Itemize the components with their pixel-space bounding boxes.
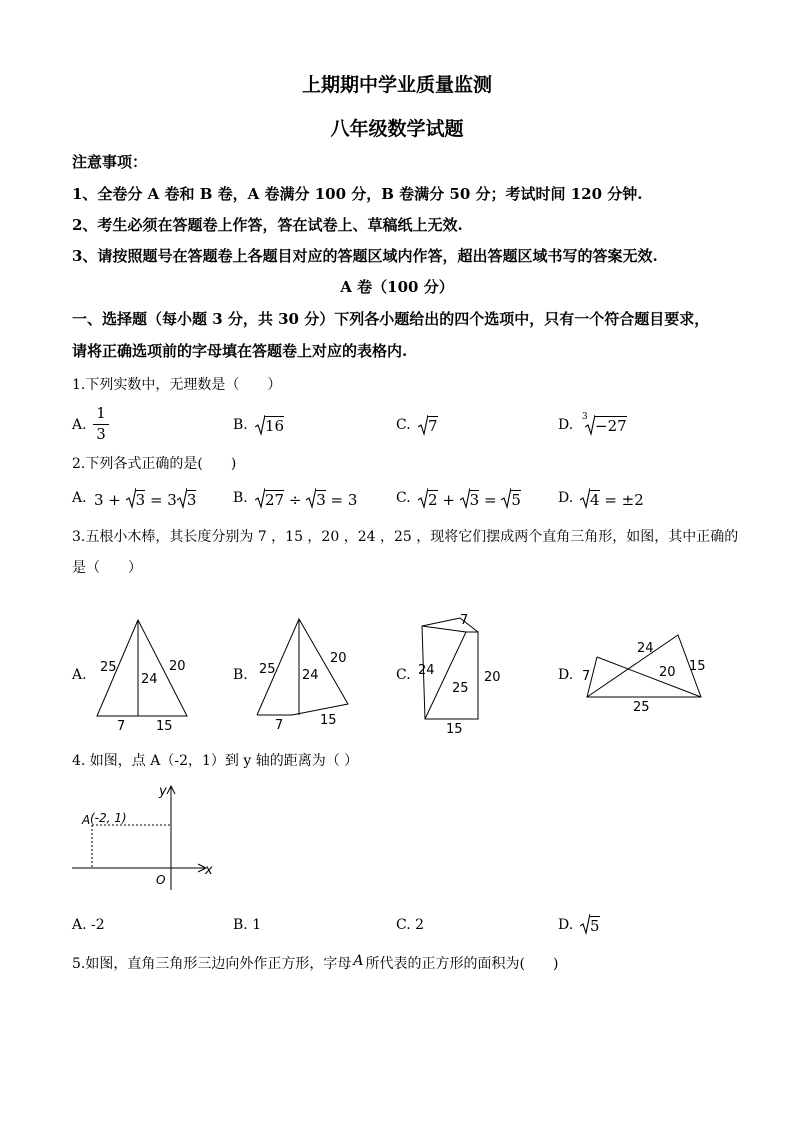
radicand: 2 — [428, 491, 438, 509]
sqrt-symbol — [306, 487, 316, 509]
question-3-stem-line1: 3.五根小木棒，其长度分别为 7 ，15 ，20 ，24 ，25 ，现将它们摆成两个直角三角形，如图，其中正确的 — [72, 529, 739, 545]
section-a-title: A 卷（100 分） — [340, 278, 454, 296]
fig-b-label-bottom-left: 7 — [275, 718, 284, 733]
fig-c-label-right: 20 — [484, 670, 501, 685]
fig-d-label-mid: 20 — [659, 665, 676, 680]
sqrt-symbol — [460, 487, 470, 509]
question-2-option-c-expression — [418, 487, 521, 509]
question-2-option-d-expression — [580, 487, 644, 509]
expr-text: = ±2 — [599, 491, 644, 509]
radicand: 5 — [511, 491, 521, 509]
question-4-option-a: A. -2 — [72, 917, 105, 933]
fig-a-label-bottom-left: 7 — [117, 719, 126, 734]
fig-b-label-left: 25 — [259, 662, 276, 677]
sqrt-symbol — [126, 487, 136, 509]
radicand: 5 — [590, 917, 600, 935]
radicand: 3 — [186, 491, 197, 509]
x-axis-label: x — [205, 863, 213, 878]
notice-item-1: 1、全卷分 A 卷和 B 卷，A 卷满分 100 分，B 卷满分 50 分；考试时间 120 分钟. — [72, 185, 643, 203]
expr-text: 3 + — [94, 491, 126, 509]
expr-text: = 3 — [325, 491, 358, 509]
question-4-option-d-expression — [580, 913, 600, 935]
question-4-stem: 4. 如图，点 A（-2，1）到 y 轴的距离为（ ） — [72, 753, 359, 769]
radicand: 3 — [316, 491, 326, 509]
sqrt-symbol — [418, 487, 428, 509]
page-title: 上期期中学业质量监测 — [301, 74, 492, 96]
part1-instruction-line1: 一、选择题（每小题 3 分，共 30 分）下列各小题给出的四个选项中，只有一个符合题目要求， — [72, 310, 710, 328]
sqrt-symbol — [580, 913, 590, 935]
question-3-option-d-label: D. — [558, 667, 574, 683]
cube-root-index: 3 — [582, 412, 588, 422]
sqrt-symbol — [501, 487, 511, 509]
notice-heading: 注意事项： — [72, 153, 148, 171]
fig-c-label-bottom: 15 — [446, 722, 463, 737]
question-1-option-a-numerator: 1 — [96, 404, 106, 422]
question-2-option-b-expression — [255, 487, 357, 509]
question-2-option-a-expression — [94, 487, 196, 509]
question-4-option-d-label: D. — [558, 917, 574, 933]
question-3-stem-line2: 是（ ） — [72, 560, 142, 576]
point-a-label: A — [82, 813, 91, 827]
point-a-coordinate: (-2, 1) — [90, 811, 127, 825]
question-1-option-d-radicand: −27 — [595, 417, 627, 435]
question-1-option-a-denominator: 3 — [96, 425, 106, 443]
radicand: 3 — [469, 491, 480, 509]
sqrt-symbol — [585, 414, 595, 440]
question-2-option-d-label: D. — [558, 490, 574, 506]
question-3-option-a-label: A. — [72, 667, 87, 683]
fig-d-label-right: 15 — [689, 659, 706, 674]
sqrt-symbol — [177, 487, 187, 509]
fig-d-label-left: 7 — [582, 669, 591, 684]
sqrt-symbol — [418, 414, 428, 440]
question-3-option-c-label: C. — [396, 667, 411, 683]
expr-text: = 3 — [145, 491, 177, 509]
question-1-option-c-radicand: 7 — [428, 417, 438, 435]
fig-a-label-left: 25 — [100, 660, 117, 675]
part1-instruction-line2: 请将正确选项前的字母填在答题卷上对应的表格内. — [72, 342, 408, 360]
sqrt-symbol — [580, 487, 590, 509]
question-2-stem: 2.下列各式正确的是( ) — [72, 456, 237, 472]
question-1-option-b-label: B. — [233, 417, 248, 433]
figure-a-triangle — [90, 612, 200, 737]
fig-a-label-mid: 24 — [141, 672, 158, 687]
figure-c-rectangle-diagonal — [410, 612, 520, 737]
question-1-option-d-label: D. — [558, 417, 574, 433]
fig-a-label-right: 20 — [169, 659, 186, 674]
expr-text: = — [479, 491, 502, 509]
radicand: 3 — [135, 491, 146, 509]
sqrt-symbol — [255, 414, 265, 440]
question-1-option-b-radicand: 16 — [265, 417, 285, 435]
fig-d-label-bottom: 25 — [633, 700, 650, 715]
question-5-stem-text: 5.如图，直角三角形三边向外作正方形，字母 — [72, 956, 352, 972]
question-5-stem-text-end: 所代表的正方形的面积为( ) — [365, 956, 559, 972]
fig-b-label-mid: 24 — [302, 668, 319, 683]
fig-d-label-top: 24 — [637, 641, 654, 656]
question-5-stem — [72, 953, 558, 973]
question-1-option-c-label: C. — [396, 417, 411, 433]
sqrt-symbol — [255, 487, 265, 509]
question-2-option-c-label: C. — [396, 490, 411, 506]
expr-text: + — [437, 491, 460, 509]
fig-b-label-right: 20 — [330, 651, 347, 666]
origin-label: O — [156, 873, 166, 887]
fig-b-label-bottom-right: 15 — [320, 713, 337, 728]
figure-d-crossed-triangles — [575, 630, 715, 720]
question-4-option-c: C. 2 — [396, 917, 425, 933]
expr-text: ÷ — [284, 491, 307, 509]
question-1-option-a-label: A. — [72, 417, 87, 433]
fig-c-label-diagonal: 25 — [452, 681, 469, 696]
radicand: 27 — [265, 491, 285, 509]
question-2-option-b-label: B. — [233, 490, 248, 506]
question-1-stem: 1.下列实数中，无理数是（ ） — [72, 377, 282, 393]
page-subtitle: 八年级数学试题 — [330, 118, 464, 140]
notice-item-3: 3、请按照题号在答题卷上各题目对应的答题区域内作答，超出答题区域书写的答案无效. — [72, 247, 658, 265]
figure-q4-coordinate-plane — [68, 780, 218, 895]
question-4-option-b: B. 1 — [233, 917, 262, 933]
radicand: 4 — [590, 491, 600, 509]
fig-c-label-left: 24 — [418, 663, 435, 678]
notice-item-2: 2、考生必须在答题卷上作答，答在试卷上、草稿纸上无效. — [72, 216, 463, 234]
fig-c-label-top: 7 — [460, 613, 469, 628]
fig-a-label-bottom-right: 15 — [156, 719, 173, 734]
y-axis-label: y — [159, 784, 167, 799]
question-5-variable: A — [353, 953, 364, 969]
question-3-option-b-label: B. — [233, 667, 248, 683]
question-2-option-a-label: A. — [72, 490, 87, 506]
figure-b-triangle — [250, 612, 360, 737]
